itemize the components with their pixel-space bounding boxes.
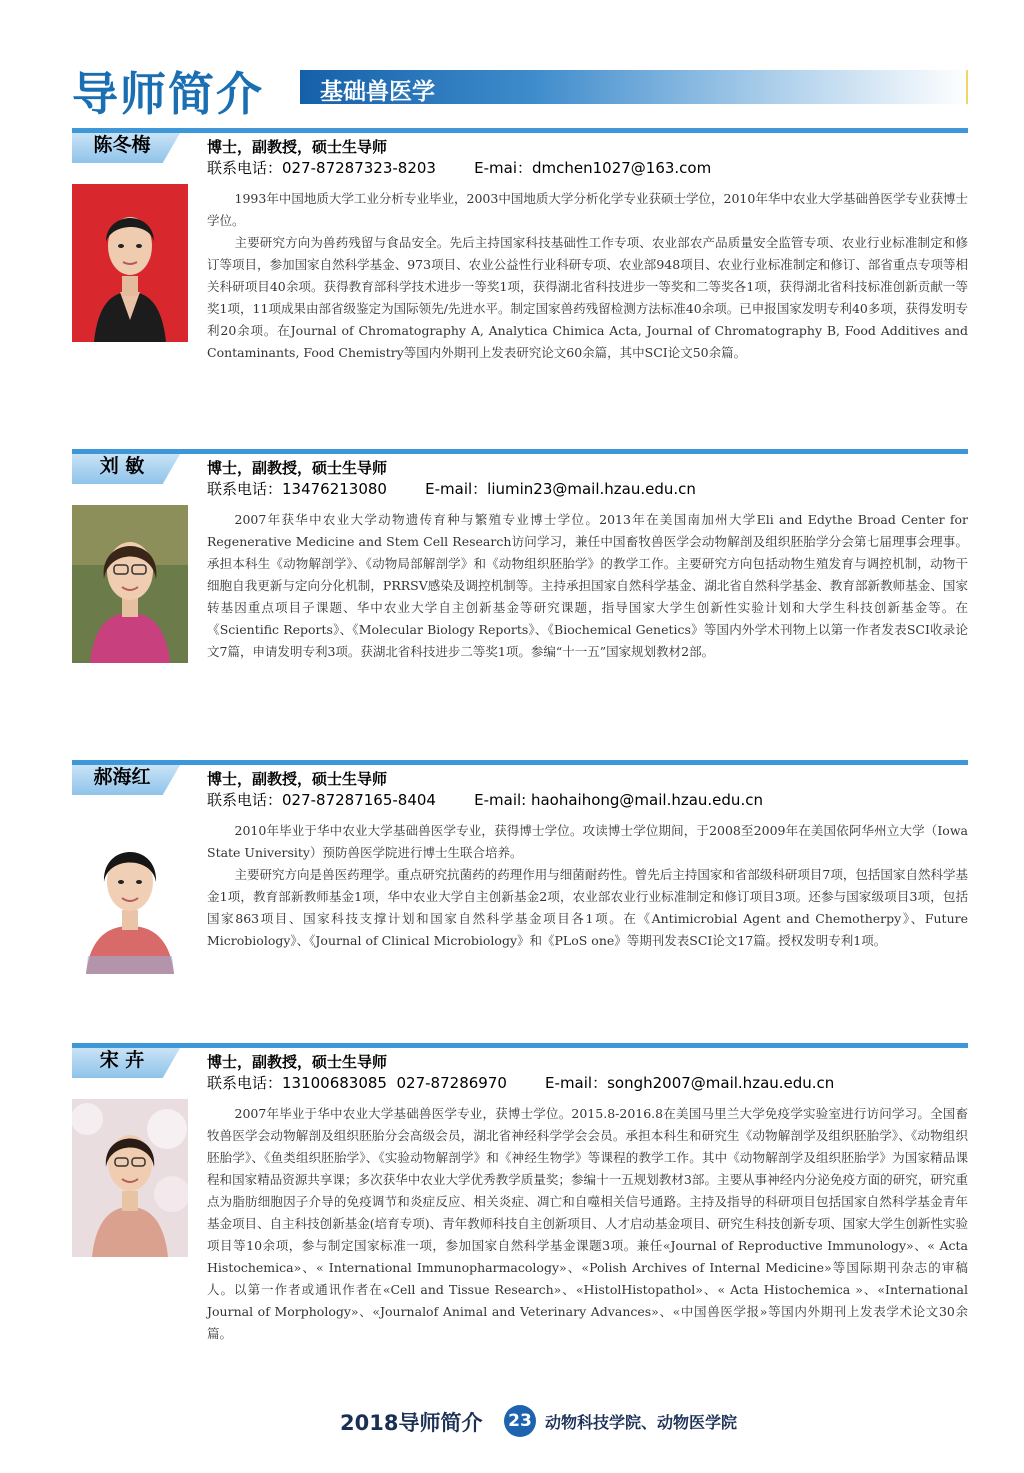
page-title: 导师简介 (72, 67, 264, 121)
advisor-section (72, 1043, 968, 1393)
advisor-contact: 联系电话：13476213080 E-mail：liumin23@mail.hzau.edu.cn (207, 480, 696, 498)
advisor-section (72, 449, 968, 699)
bio-paragraph: 2010年毕业于华中农业大学基础兽医学专业，获得博士学位。攻读博士学位期间，于2008至2009年在美国依阿华州立大学（Iowa State University）预防兽医学院进行博士生联合培养。 (207, 823, 968, 860)
bio-paragraph: 主要研究方向是兽医药理学。重点研究抗菌药的药理作用与细菌耐药性。曾先后主持国家和省部级科研项目7项，包括国家自然科学基金1项，教育部新教师基金1项，华中农业大学自主创新基金2项，农业部农业行业标准制定和修订项目3项。还参与国家级项目3项，包括国家863项目、国家科技支撑计划和国家自然科学基金项目各1项。在《Antimicrobial Agent and Chemotherpy》、Future Microbiology》、《Journal of Clinical Microbiology》和《PLoS one》等期刊发表SCI论文17篇。授权发明专利1项。 (207, 867, 968, 948)
subject-band (300, 70, 968, 104)
bio-paragraph: 1993年中国地质大学工业分析专业毕业，2003中国地质大学分析化学专业获硕士学位，2010年华中农业大学基础兽医学专业获博士学位。 (207, 191, 968, 228)
advisor-photo (72, 816, 188, 974)
advisor-title: 博士，副教授，硕士生导师 (207, 1053, 388, 1071)
advisor-section (72, 128, 968, 398)
advisor-title: 博士，副教授，硕士生导师 (207, 138, 388, 156)
footer-institution: 动物科技学院、动物医学院 (545, 1413, 738, 1432)
footer-title: 2018导师简介 (340, 1411, 483, 1435)
page-number: 23 (504, 1405, 536, 1437)
advisor-photo (72, 1099, 188, 1257)
advisor-title: 博士，副教授，硕士生导师 (207, 459, 388, 477)
advisor-name: 刘 敏 (99, 455, 145, 477)
advisor-name: 宋 卉 (99, 1049, 145, 1071)
advisor-bio (207, 188, 968, 364)
section-divider (72, 760, 968, 765)
advisor-name: 郝海红 (93, 766, 151, 788)
advisor-bio (207, 820, 968, 952)
advisor-section (72, 760, 968, 990)
advisor-name: 陈冬梅 (93, 134, 151, 156)
advisor-bio (207, 509, 968, 663)
bio-paragraph: 主要研究方向为兽药残留与食品安全。先后主持国家科技基础性工作专项、农业部农产品质量安全监管专项、农业行业标准制定和修订等项目，参加国家自然科学基金、973项目、农业公益性行业科研专项、农业部948项目、农业行业标准制定和修订、部省重点专项等相关科研项目40余项。获得教育部科学技术进步一等奖1项，获得湖北省科技进步一等奖和二等奖各1项，获得湖北省科技标准创新贡献一等奖1项，11项成果由部省级鉴定为国际领先/先进水平。制定国家兽药残留检测方法标准40余项。已申报国家发明专利40多项，获得发明专利20余项。在Journal of Chromatography A, Analytica Chimica Acta, Journal of Chromatography B, Food Additives and Contaminants, Food Chemistry等国内外期刊上发表研究论文60余篇，其中SCI论文50余篇。 (207, 235, 968, 360)
advisor-contact: 联系电话：13100683085 027-87286970 E-mail：songh2007@mail.hzau.edu.cn (207, 1074, 835, 1092)
section-divider (72, 449, 968, 454)
section-divider (72, 128, 968, 133)
advisor-photo (72, 505, 188, 663)
advisor-contact: 联系电话：027-87287165-8404 E-mail: haohaihong@mail.hzau.edu.cn (207, 791, 763, 809)
advisor-title: 博士，副教授，硕士生导师 (207, 770, 388, 788)
section-divider (72, 1043, 968, 1048)
advisor-contact: 联系电话：027-87287323-8203 E-mai：dmchen1027@163.com (207, 159, 712, 177)
bio-paragraph: 2007年毕业于华中农业大学基础兽医学专业，获博士学位。2015.8-2016.8在美国马里兰大学免疫学实验室进行访问学习。全国畜牧兽医学会动物解剖及组织胚胎分会高级会员，湖北省神经科学学会会员。承担本科生和研究生《动物解剖学及组织胚胎学》、《动物组织胚胎学》、《鱼类组织胚胎学》、《实验动物解剖学》和《神经生物学》等课程的教学工作。其中《动物解剖学及组织胚胎学》为国家精品课程和国家精品资源共享课；多次获华中农业大学优秀教学质量奖；参编十一五规划教材3部。主要从事神经内分泌免疫方面的研究，研究重点为脂肪细胞因子介导的免疫调节和炎症反应、相关炎症、凋亡和自噬相关信号通路。主持及指导的科研项目包括国家自然科学基金青年基金项目、自主科技创新基金(培育专项)、青年教师科技自主创新项目、人才启动基金项目、研究生科技创新专项、国家大学生创新性实验项目等10余项，参与制定国家标准一项，参加国家自然科学基金课题3项。兼任«Journal of Reproductive Immunology»、« Acta Histochemica»、« International Immunopharmacology»、«Polish Archives of Internal Medicine»等国际期刊杂志的审稿人。以第一作者或通讯作者在«Cell and Tissue Research»、«HistolHistopathol»、« Acta Histochemica »、«International Journal of Morphology»、«Journalof Animal and Veterinary Advances»、«中国兽医学报»等国内外期刊上发表学术论文30余篇。 (207, 1106, 968, 1341)
bio-paragraph: 2007年获华中农业大学动物遗传育种与繁殖专业博士学位。2013年在美国南加州大学Eli and Edythe Broad Center for Regenerative Medicine and Stem Cell Research访问学习，兼任中国畜牧兽医学会动物解剖及组织胚胎学分会第七届理事会理事。承担本科生《动物解剖学》、《动物局部解剖学》和《动物组织胚胎学》的教学工作。主要研究方向包括动物生殖发育与调控机制，动物干细胞自我更新与定向分化机制，PRRSV感染及调控机制等。主持承担国家自然科学基金、湖北省自然科学基金、教育部新教师基金、国家转基因重点项目子课题、华中农业大学自主创新基金等研究课题，指导国家大学生创新性实验计划和大学生科技创新基金等。在 《Scientific Reports》、《Molecular Biology Reports》、《Biochemical Genetics》等国内外学术刊物上以第一作者发表SCI收录论文7篇，申请发明专利3项。获湖北省科技进步二等奖1项。参编“十一五”国家规划教材2部。 (207, 512, 968, 659)
advisor-bio (207, 1103, 968, 1345)
subject-label: 基础兽医学 (320, 79, 435, 105)
advisor-photo (72, 184, 188, 342)
band-accent (966, 70, 968, 104)
